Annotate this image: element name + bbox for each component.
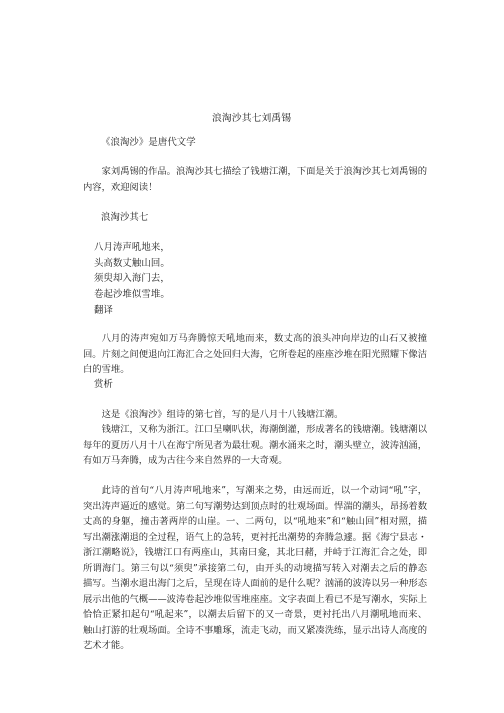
poem-line-4: 卷起沙堆似雪堆。 bbox=[94, 289, 170, 300]
appreciation-paragraph-2: 钱塘江，又称为浙江。江口呈喇叭状，海潮倒灌，形成著名的钱塘潮。钱塘潮以每年的夏历八月十八在海宁所见者为最壮观。潮水涌来之时，潮头壁立，波涛汹涌，有如万马奔腾，成为古往今来自然界的一大奇观。 bbox=[83, 424, 427, 466]
poem-line-2: 头高数丈触山回。 bbox=[94, 258, 170, 269]
preface-paragraph: 家刘禹锡的作品。浪淘沙其七描绘了钱塘江潮，下面是关于浪淘沙其七刘禹锡的内容，欢迎阅读！ bbox=[83, 166, 427, 193]
translation-paragraph: 八月的涛声宛如万马奔腾惊天吼地而来，数丈高的浪头冲向岸边的山石又被撞回。片刻之间便退向江海汇合之处回归大海，它所卷起的座座沙堆在阳光照耀下像洁白的雪堆。 bbox=[83, 333, 427, 375]
poem-title: 浪淘沙其七 bbox=[101, 212, 149, 223]
appreciation-heading: 赏析 bbox=[94, 379, 113, 390]
document-title: 浪淘沙其七刘禹锡 bbox=[212, 113, 292, 124]
appreciation-paragraph-1: 这是《浪淘沙》组诗的第七首，写的是八月十八钱塘江潮。 bbox=[101, 409, 344, 420]
appreciation-paragraph-3: 此诗的首句“八月涛声吼地来”，写潮来之势，由远而近，以一个动词“吼”字，突出涛声逼近的感觉。第二句写潮势达到顶点时的壮观场面。悍湍的潮头，昂扬着数丈高的身躯，撞击著两岸的山崖。一、二两句，以“吼地来”和“触山回”相对照，描写出潮涨潮退的全过程，语气上的急转，更衬托出潮势的奔腾急遽。据《海宁县志・浙江潮略说》，钱塘江口有两座山，其南曰龛，其北曰赭，并峙于江海汇合之处，即所谓海门。第三句以“须臾”承接第二句，由开头的动境描写转入对潮去之后的静态描写。当潮水退出海门之后，呈现在诗人面前的是什么呢？汹涌的波涛以另一种形态展示出他的气概——波涛卷起沙堆似雪堆座座。文字表面上看已不是写潮水，实际上恰恰正紧扣起句“吼起来”，以潮去后留下的又一奇景，更衬托出八月潮吼地而来、触山打游的壮观场面。全诗不事雕琢，流走飞动，而又紧凑洗练，显示出诗人高度的艺术才能。 bbox=[83, 485, 427, 651]
intro-line: 《浪淘沙》是唐代文学 bbox=[101, 137, 196, 148]
poem-line-1: 八月涛声吼地来， bbox=[94, 242, 170, 253]
translation-heading: 翻译 bbox=[94, 305, 113, 316]
poem-line-3: 须臾却入海门去， bbox=[94, 273, 170, 284]
